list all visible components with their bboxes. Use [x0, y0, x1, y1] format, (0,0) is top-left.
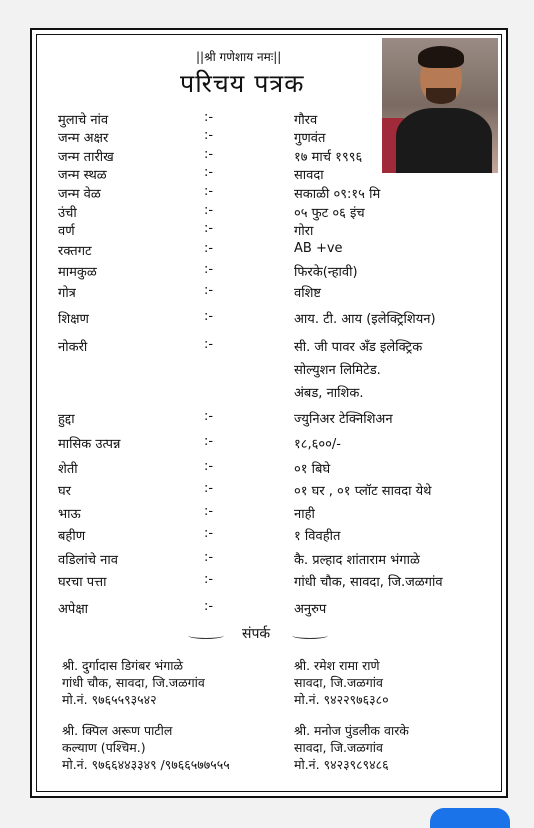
field-label: नोकरी: [58, 340, 88, 355]
field-value: सकाळी ०९:१५ मि: [294, 187, 381, 202]
field-label: गोत्र: [58, 286, 76, 301]
field-separator: :-: [204, 165, 214, 180]
field-label: अपेक्षा: [58, 602, 89, 617]
contact-address: कल्याण (पश्चिम.): [62, 740, 146, 755]
field-label: वर्ण: [58, 224, 75, 239]
field-label: शिक्षण: [58, 312, 89, 327]
profile-photo: [382, 38, 498, 173]
field-value: ज्युनिअर टेक्निशिअन: [294, 412, 393, 427]
field-separator: :-: [204, 221, 214, 236]
invocation-text: ||श्री गणेशाय नमः||: [196, 50, 282, 64]
field-label: मामकुळ: [58, 265, 97, 280]
field-value: १८,६००/-: [294, 437, 342, 452]
field-value: ०१ बिघे: [294, 462, 331, 477]
field-value: नाही: [294, 507, 315, 522]
field-separator: :-: [204, 283, 214, 298]
contact-phone: मो.नं. ९७६५५९३५४२: [62, 692, 157, 707]
contact-card: [62, 722, 230, 773]
page-title: परिचय पत्रक: [180, 69, 305, 98]
field-separator: :-: [204, 409, 214, 424]
contact-name: श्री. क्पिल अरूण पाटील: [62, 723, 173, 738]
field-separator: :-: [204, 599, 214, 614]
contact-heading: संपर्क: [242, 626, 271, 642]
contact-address: गांधी चौक, सावदा, जि.जळगांव: [62, 675, 205, 690]
contact-phone: मो.नं. ९४२२९७६३८०: [294, 692, 389, 707]
contact-phone: मो.नं. ९७६६४४३३४९ /९७६६५७७५५५: [62, 757, 230, 772]
field-value: सावदा: [294, 168, 324, 183]
field-value: १७ मार्च १९९६: [294, 150, 363, 165]
field-separator: :-: [204, 309, 214, 324]
field-label: जन्म तारीख: [58, 150, 114, 165]
field-value: सी. जी पावर अँड इलेक्ट्रिक: [294, 340, 423, 355]
field-value: गौरव: [294, 113, 318, 128]
field-label: वडिलांचे नाव: [58, 553, 118, 568]
field-label: शेती: [58, 462, 78, 477]
field-value: १ विवहीत: [294, 529, 341, 544]
field-separator: :-: [204, 481, 214, 496]
field-separator: :-: [204, 241, 214, 256]
field-value: गोरा: [294, 224, 314, 239]
field-value: ०१ घर , ०१ प्लॉट सावदा येथे: [294, 484, 432, 499]
field-label: जन्म अक्षर: [58, 131, 109, 146]
contact-name: श्री. मनोज पुंडलीक वारके: [294, 723, 409, 738]
field-label: घरचा पत्ता: [58, 575, 107, 590]
field-separator: :-: [204, 147, 214, 162]
contact-phone: मो.नं. ९४२३९८९४८६: [294, 757, 389, 772]
field-label: जन्म स्थळ: [58, 168, 107, 183]
field-value: गांधी चौक, सावदा, जि.जळगांव: [294, 575, 443, 590]
field-separator: :-: [204, 203, 214, 218]
contact-card: [294, 657, 389, 708]
contact-divider: [188, 624, 348, 644]
floating-action-button[interactable]: [430, 808, 510, 828]
contact-address: सावदा, जि.जळगांव: [294, 675, 383, 690]
field-label: घर: [58, 484, 72, 499]
contact-card: [294, 722, 409, 773]
flourish-left-icon: [188, 632, 224, 639]
field-value: वशिष्ट: [294, 286, 322, 301]
field-separator: :-: [204, 459, 214, 474]
contact-name: श्री. दुर्गादास डिगंबर भंगाळे: [62, 658, 183, 673]
field-label: भाऊ: [58, 507, 81, 522]
field-separator: :-: [204, 572, 214, 587]
field-value: गुणवंत: [294, 131, 326, 146]
flourish-right-icon: [292, 632, 328, 639]
field-value: फिरके(न्हावी): [294, 265, 358, 280]
field-label: जन्म वेळ: [58, 187, 101, 202]
contact-address: सावदा, जि.जळगांव: [294, 740, 383, 755]
field-value: AB +ve: [294, 241, 343, 256]
field-separator: :-: [204, 110, 214, 125]
field-label: उंची: [58, 206, 77, 221]
field-separator: :-: [204, 128, 214, 143]
field-separator: :-: [204, 504, 214, 519]
field-value: अनुरुप: [294, 602, 327, 617]
field-separator: :-: [204, 337, 214, 352]
field-label: मासिक उत्पन्न: [58, 437, 121, 452]
field-value-line3: अंबड, नाशिक.: [294, 386, 364, 401]
field-label: हुद्दा: [58, 412, 75, 427]
field-label: बहीण: [58, 529, 86, 544]
field-label: रक्तगट: [58, 244, 92, 259]
field-value: ०५ फुट ०६ इंच: [294, 206, 365, 221]
contact-name: श्री. रमेश रामा राणे: [294, 658, 380, 673]
contact-card: [62, 657, 205, 708]
field-value: कै. प्रल्हाद शांताराम भंगाळे: [294, 553, 420, 568]
field-value-line2: सोल्युशन लिमिटेड.: [294, 363, 381, 378]
field-separator: :-: [204, 262, 214, 277]
field-separator: :-: [204, 526, 214, 541]
field-label: मुलाचे नांव: [58, 113, 109, 128]
field-value: आय. टी. आय (इलेक्ट्रिशियन): [294, 312, 436, 327]
field-separator: :-: [204, 184, 214, 199]
field-separator: :-: [204, 434, 214, 449]
field-separator: :-: [204, 550, 214, 565]
